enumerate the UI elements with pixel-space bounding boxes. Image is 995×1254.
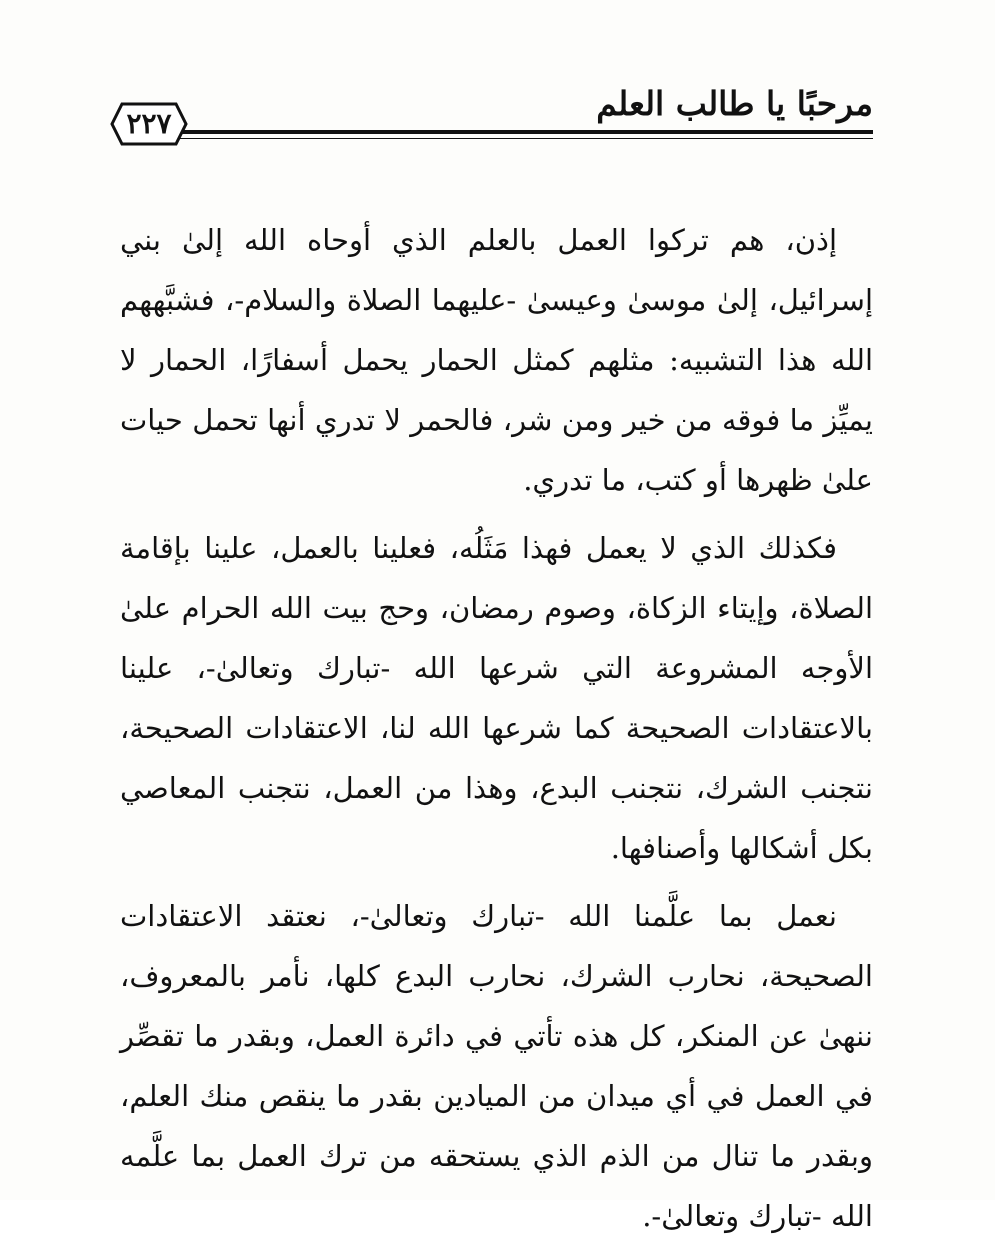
- paragraph-1: إذن، هم تركوا العمل بالعلم الذي أوحاه الله إلىٰ بني إسرائيل، إلىٰ موسىٰ وعيسىٰ -عليهما الصلاة والسلام-، فشبَّههم الله هذا التشبيه: مثلهم كمثل الحمار يحمل أسفارًا، الحمار لا يميِّز ما فوقه من خير ومن شر، فالحمر لا تدري أنها تحمل حيات علىٰ ظهرها أو كتب، ما تدري.: [120, 223, 873, 497]
- paragraph-3: نعمل بما علَّمنا الله -تبارك وتعالىٰ-، نعتقد الاعتقادات الصحيحة، نحارب الشرك، نحارب البدع كلها، نأمر بالمعروف، ننهىٰ عن المنكر، كل هذه تأتي في دائرة العمل، وبقدر ما تقصِّر في العمل في أي ميدان من الميادين بقدر ما ينقص منك العلم، وبقدر ما تنال من الذم الذي يستحقه من ترك العمل بما علَّمه الله -تبارك وتعالىٰ-.: [120, 899, 873, 1233]
- page-number: ٢٢٧: [126, 107, 172, 140]
- running-header: [110, 82, 873, 140]
- paragraph-2: فكذلك الذي لا يعمل فهذا مَثَلُه، فعلينا بالعمل، علينا بإقامة الصلاة، وإيتاء الزكاة، وصوم رمضان، وحج بيت الله الحرام علىٰ الأوجه المشروعة التي شرعها الله -تبارك وتعالىٰ-، علينا بالاعتقادات الصحيحة كما شرعها الله لنا، الاعتقادات الصحيحة، نتجنب الشرك، نتجنب البدع، وهذا من العمل، نتجنب المعاصي بكل أشكالها وأصنافها.: [120, 531, 873, 865]
- page-number-badge: [110, 100, 188, 148]
- body-text: [120, 210, 873, 1254]
- header-rule-thin: [180, 138, 873, 139]
- header-rule-thick: [180, 130, 873, 134]
- header-title: مرحبًا يا طالب العلم: [596, 84, 873, 123]
